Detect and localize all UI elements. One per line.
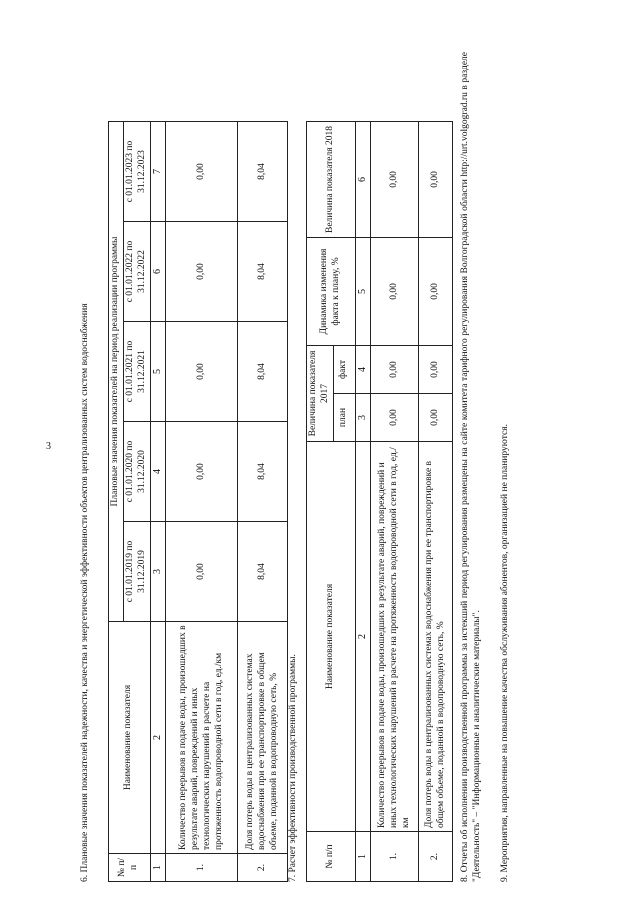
table-row <box>371 121 419 881</box>
col-number: 3 <box>355 394 371 442</box>
value-cell: 8,04 <box>238 422 288 522</box>
col-header-dynamics: Динамика изменения факта к плану, % <box>307 237 356 345</box>
value-2018: 0,00 <box>371 121 419 237</box>
indicator-name: Количество перерывов в подаче воды, произошедших в результате аварий, повреждений и иных технологических нарушений в расчете на протяженность водопроводной сети в год, ед./км <box>166 622 238 854</box>
indicator-name: Доля потерь воды в централизованных системах водоснабжения при ее транспортировке в общем объеме, поданной в водопроводную сеть, % <box>238 622 288 854</box>
table-row <box>419 121 453 881</box>
col-number: 1 <box>355 832 371 882</box>
col-header-period: с 01.01.2023 по 31.12.2023 <box>123 122 150 222</box>
col-header-num: № п/п <box>109 854 151 882</box>
value-cell: 0,00 <box>166 422 238 522</box>
section-7-title: 7. Расчет эффективности производственной программы. <box>288 654 298 882</box>
value-cell: 0,00 <box>166 522 238 622</box>
fact-value: 0,00 <box>371 345 419 393</box>
col-number: 4 <box>150 422 166 522</box>
col-header-period: с 01.01.2020 по 31.12.2020 <box>123 422 150 522</box>
col-header-value-2017: Величина показателя 2017 <box>307 345 334 441</box>
col-number: 7 <box>150 122 166 222</box>
efficiency-table <box>306 121 453 882</box>
indicator-name: Доля потерь воды в централизованных системах водоснабжения при ее транспортировке в общем объеме, поданной в водопроводную сеть, % <box>419 442 453 832</box>
section-8-text: 8. Отчеты об исполнении производственной программы за истекший период регулирования размещены на сайте комитета тарифного регулирования Волгоградской области http://urt.volgograd.ru в разделе "Деятельность" – "Информационные и аналитические материалы". <box>460 52 482 882</box>
col-header-fact: факт <box>333 345 355 393</box>
row-number: 2. <box>419 832 453 882</box>
table-row <box>166 122 238 882</box>
col-number: 2 <box>150 622 166 854</box>
col-header-num: № п/п <box>307 832 356 882</box>
col-number: 3 <box>150 522 166 622</box>
dynamics-value: 0,00 <box>371 237 419 345</box>
column-number-row <box>355 121 371 881</box>
planned-values-table <box>108 121 288 882</box>
indicator-name: Количество перерывов в подаче воды, произошедших в результате аварий, повреждений и иных технологических нарушений в расчете на протяженность водопроводной сети в год, ед./км <box>371 442 419 832</box>
fact-value: 0,00 <box>419 345 453 393</box>
col-number: 4 <box>355 345 371 393</box>
row-number: 1. <box>371 832 419 882</box>
col-number: 6 <box>150 222 166 322</box>
value-cell: 0,00 <box>166 122 238 222</box>
col-number: 5 <box>150 322 166 422</box>
col-header-period: с 01.01.2022 по 31.12.2022 <box>123 222 150 322</box>
column-number-row <box>150 122 166 882</box>
col-header-name: Наименование показателя <box>109 622 151 854</box>
rotated-page-content <box>80 52 520 882</box>
value-cell: 8,04 <box>238 222 288 322</box>
table-row <box>238 122 288 882</box>
plan-value: 0,00 <box>371 394 419 442</box>
plan-value: 0,00 <box>419 394 453 442</box>
value-2018: 0,00 <box>419 121 453 237</box>
col-header-group: Плановые значения показателей на период реализации программы <box>109 122 124 622</box>
section-9-text: 9. Мероприятия, направленные на повышение качества обслуживания абонентов, организацией не планируются. <box>500 424 510 882</box>
value-cell: 0,00 <box>166 222 238 322</box>
col-number: 2 <box>355 442 371 832</box>
value-cell: 8,04 <box>238 522 288 622</box>
dynamics-value: 0,00 <box>419 237 453 345</box>
section-6-title: 6. Плановые значения показателей надежности, качества и энергетической эффективности объектов централизованных систем водоснабжения <box>80 303 90 882</box>
col-number: 1 <box>150 854 166 882</box>
value-cell: 8,04 <box>238 122 288 222</box>
value-cell: 8,04 <box>238 322 288 422</box>
col-header-period: с 01.01.2021 по 31.12.2021 <box>123 322 150 422</box>
col-header-value-2018: Величина показателя 2018 <box>307 121 356 237</box>
page-number: 3 <box>46 441 51 452</box>
col-header-name: Наименование показателя <box>307 442 356 832</box>
col-number: 6 <box>355 121 371 237</box>
row-number: 2. <box>238 854 288 882</box>
col-header-plan: план <box>333 394 355 442</box>
row-number: 1. <box>166 854 238 882</box>
value-cell: 0,00 <box>166 322 238 422</box>
col-number: 5 <box>355 237 371 345</box>
col-header-period: с 01.01.2019 по 31.12.2019 <box>123 522 150 622</box>
